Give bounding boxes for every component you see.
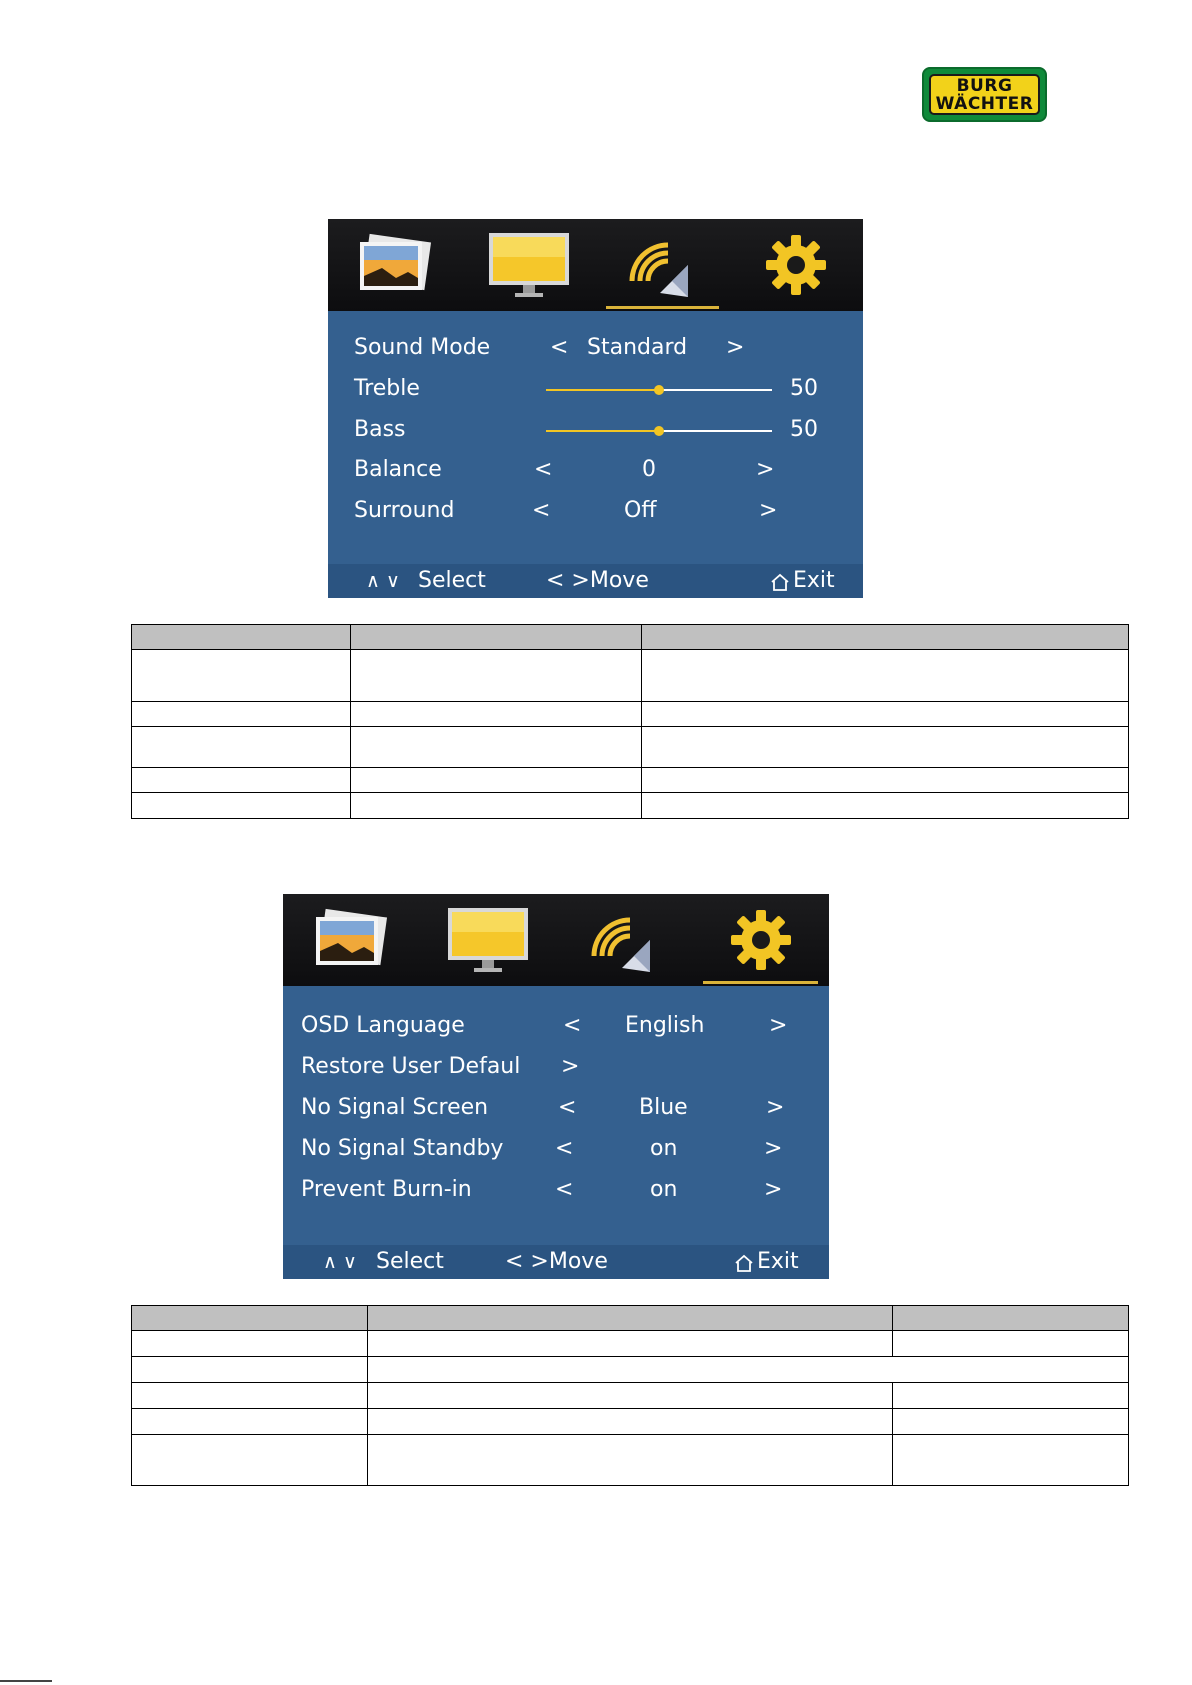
monitor-icon <box>487 231 571 299</box>
restore-defaults-row[interactable] <box>283 1048 829 1088</box>
table-header-cell <box>351 625 642 650</box>
no-signal-screen-prev[interactable]: < <box>558 1095 577 1120</box>
treble-value: 50 <box>790 376 818 401</box>
surround-prev[interactable]: < <box>532 498 551 523</box>
table-row <box>132 768 1129 793</box>
prevent-burn-in-label: Prevent Burn-in <box>301 1177 472 1202</box>
no-signal-standby-next[interactable]: > <box>764 1136 783 1161</box>
tab-sound[interactable] <box>556 894 693 986</box>
osd-language-value: English <box>625 1013 705 1038</box>
tab-sound[interactable] <box>596 219 730 311</box>
treble-slider-knob[interactable] <box>654 385 664 395</box>
up-down-arrows-icon: ∧ ∨ <box>366 570 400 592</box>
setup-menu-screenshot <box>283 894 829 1279</box>
footer-move: < >Move <box>505 1249 608 1274</box>
home-icon <box>734 1254 754 1273</box>
prevent-burn-in-prev[interactable]: < <box>555 1177 574 1202</box>
osd-footer <box>328 564 863 598</box>
treble-label: Treble <box>354 376 420 401</box>
bass-label: Bass <box>354 417 406 442</box>
footer-select: Select <box>418 568 486 593</box>
footer-move: < >Move <box>546 568 649 593</box>
no-signal-standby-prev[interactable]: < <box>555 1136 574 1161</box>
prevent-burn-in-value: on <box>650 1177 678 1202</box>
bass-row[interactable] <box>328 411 863 451</box>
logo-line-1: BURG <box>956 75 1013 96</box>
tab-setup[interactable] <box>693 894 830 986</box>
osd-language-next[interactable]: > <box>769 1013 788 1038</box>
tab-display[interactable] <box>462 219 596 311</box>
footer-exit[interactable]: Exit <box>757 1249 799 1274</box>
tab-picture[interactable] <box>283 894 420 986</box>
table-header-cell <box>132 1306 368 1331</box>
table-header-cell <box>368 1306 893 1331</box>
sound-mode-next[interactable]: > <box>726 335 745 360</box>
no-signal-standby-row[interactable] <box>283 1130 829 1170</box>
monitor-icon <box>446 906 530 974</box>
up-down-arrows-icon: ∧ ∨ <box>323 1251 357 1273</box>
page-edge-mark <box>0 1680 52 1682</box>
no-signal-screen-value: Blue <box>639 1095 688 1120</box>
audio-menu-screenshot <box>328 219 863 598</box>
balance-row[interactable] <box>328 451 863 491</box>
table-row <box>132 727 1129 768</box>
no-signal-screen-row[interactable] <box>283 1089 829 1129</box>
picture-icon <box>312 907 390 973</box>
bass-slider-knob[interactable] <box>654 426 664 436</box>
surround-value: Off <box>624 498 657 523</box>
osd-tab-bar <box>283 894 829 986</box>
balance-label: Balance <box>354 457 442 482</box>
restore-defaults-next[interactable]: > <box>561 1054 580 1079</box>
footer-exit[interactable]: Exit <box>793 568 835 593</box>
table-header-cell <box>642 625 1129 650</box>
table-row <box>132 702 1129 727</box>
osd-language-prev[interactable]: < <box>563 1013 582 1038</box>
table-row <box>132 793 1129 819</box>
sound-mode-label: Sound Mode <box>354 335 491 360</box>
gear-icon <box>728 907 794 973</box>
treble-slider-fill <box>546 389 659 391</box>
no-signal-screen-label: No Signal Screen <box>301 1095 489 1120</box>
balance-value: 0 <box>642 457 656 482</box>
osd-tab-bar <box>328 219 863 311</box>
surround-label: Surround <box>354 498 455 523</box>
treble-row[interactable] <box>328 370 863 410</box>
footer-select: Select <box>376 1249 444 1274</box>
sound-icon <box>626 229 698 301</box>
gear-icon <box>763 232 829 298</box>
prevent-burn-in-row[interactable] <box>283 1171 829 1211</box>
sound-icon <box>588 904 660 976</box>
osd-language-row[interactable] <box>283 1007 829 1047</box>
setup-menu-body <box>283 986 829 1245</box>
no-signal-screen-next[interactable]: > <box>766 1095 785 1120</box>
table-row <box>132 1409 1129 1435</box>
surround-next[interactable]: > <box>759 498 778 523</box>
bass-slider-fill <box>546 430 659 432</box>
table-row <box>132 1331 1129 1357</box>
no-signal-standby-value: on <box>650 1136 678 1161</box>
tab-display[interactable] <box>420 894 557 986</box>
prevent-burn-in-next[interactable]: > <box>764 1177 783 1202</box>
balance-prev[interactable]: < <box>534 457 553 482</box>
restore-defaults-label: Restore User Defaul <box>301 1054 521 1079</box>
tab-picture[interactable] <box>328 219 462 311</box>
home-icon <box>770 573 790 592</box>
sound-mode-row[interactable] <box>328 329 863 369</box>
table-row <box>132 650 1129 702</box>
logo-badge <box>929 74 1040 115</box>
table-row <box>132 1357 1129 1383</box>
osd-language-label: OSD Language <box>301 1013 465 1038</box>
burg-waechter-logo <box>922 67 1047 122</box>
picture-icon <box>356 232 434 298</box>
audio-menu-body <box>328 311 863 564</box>
no-signal-standby-label: No Signal Standby <box>301 1136 504 1161</box>
bass-value: 50 <box>790 417 818 442</box>
sound-mode-prev[interactable]: < <box>550 335 569 360</box>
sound-mode-value: Standard <box>587 335 688 360</box>
tab-setup[interactable] <box>729 219 863 311</box>
logo-line-2: WÄCHTER <box>935 93 1034 114</box>
setup-settings-table <box>131 1305 1129 1486</box>
table-header-cell <box>893 1306 1129 1331</box>
table-row <box>132 1383 1129 1409</box>
balance-next[interactable]: > <box>756 457 775 482</box>
osd-footer <box>283 1245 829 1279</box>
surround-row[interactable] <box>328 492 863 532</box>
table-row <box>132 1435 1129 1486</box>
table-header-cell <box>132 625 351 650</box>
audio-settings-table <box>131 624 1129 819</box>
